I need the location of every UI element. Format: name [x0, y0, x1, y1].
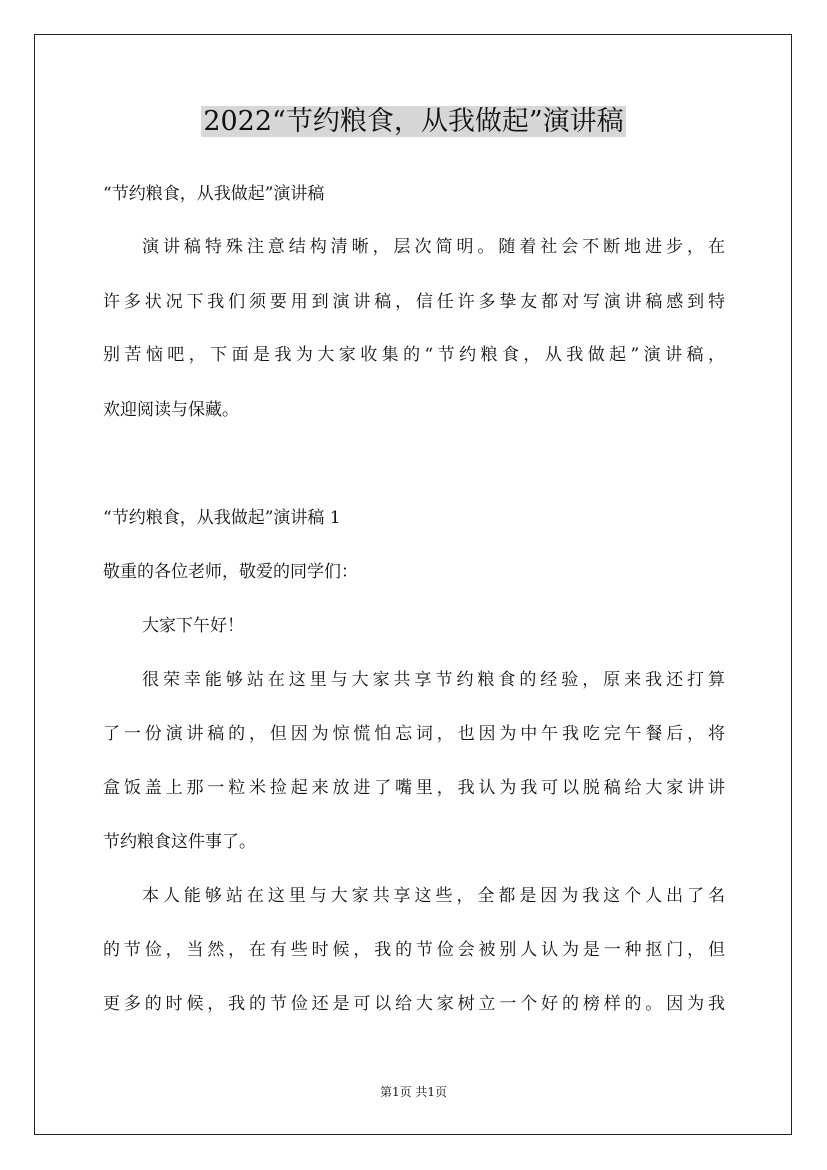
- intro-line: 欢迎阅读与保藏。: [103, 400, 239, 420]
- intro-line: 许多状况下我们须要用到演讲稿，信任许多挚友都对写演讲稿感到特: [103, 292, 725, 312]
- paragraph-line: 本人能够站在这里与大家共享这些，全都是因为我这个人出了名: [142, 886, 725, 906]
- document-title-text: 2022“节约粮食，从我做起”演讲稿: [203, 106, 624, 137]
- paragraph-line: 了一份演讲稿的，但因为惊慌怕忘词，也因为中午我吃完午餐后，将: [103, 724, 725, 744]
- paragraph-line: 更多的时候，我的节俭还是可以给大家树立一个好的榜样的。因为我: [103, 994, 725, 1014]
- paragraph-line: 盒饭盖上那一粒米捡起来放进了嘴里，我认为我可以脱稿给大家讲讲: [103, 778, 725, 798]
- document-subtitle: “节约粮食，从我做起”演讲稿: [103, 184, 325, 204]
- paragraph-line: 节约粮食这件事了。: [103, 832, 256, 852]
- greeting: 大家下午好！: [142, 616, 244, 636]
- paragraph-line: 的节俭，当然，在有些时候，我的节俭会被别人认为是一种抠门，但: [103, 940, 725, 960]
- document-title: [0, 102, 827, 142]
- intro-line: 演讲稿特殊注意结构清晰，层次简明。随着社会不断地进步，在: [142, 237, 725, 257]
- paragraph-line: 很荣幸能够站在这里与大家共享节约粮食的经验，原来我还打算: [142, 670, 725, 690]
- section-heading: “节约粮食，从我做起”演讲稿 1: [103, 508, 341, 528]
- salutation: 敬重的各位老师，敬爱的同学们：: [103, 562, 358, 582]
- intro-line: 别苦恼吧，下面是我为大家收集的“节约粮食，从我做起”演讲稿，: [103, 345, 725, 365]
- page-footer: [0, 1083, 827, 1100]
- page-number: 第1页 共1页: [379, 1085, 448, 1099]
